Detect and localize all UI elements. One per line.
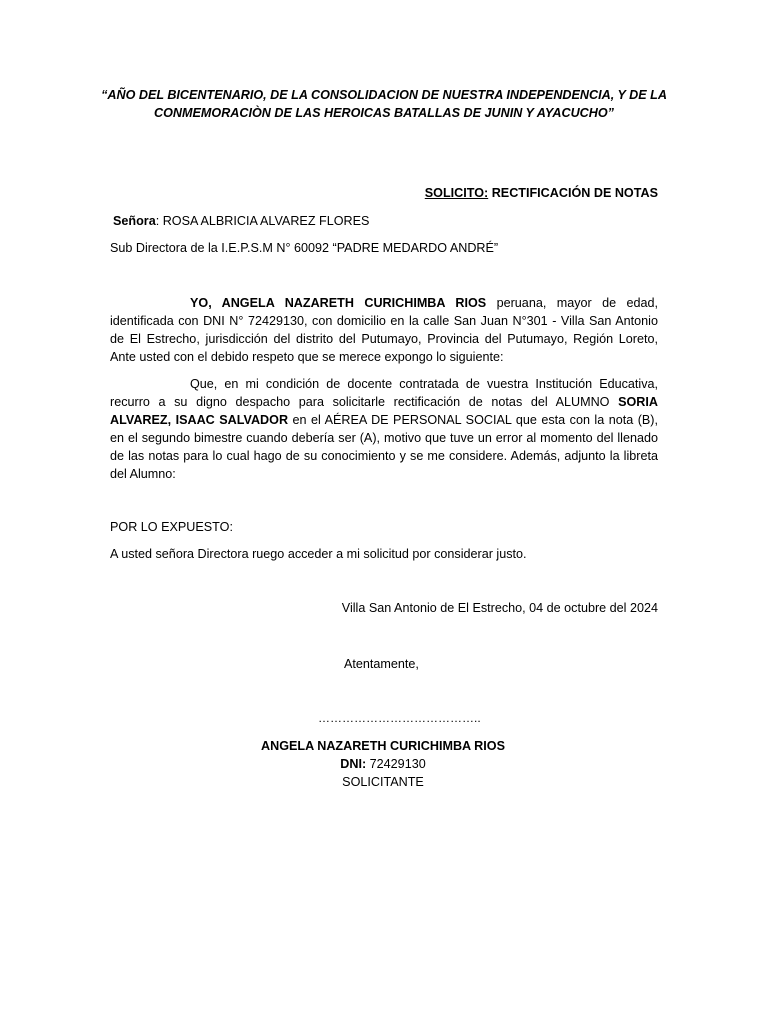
motto-line-1: “AÑO DEL BICENTENARIO, DE LA CONSOLIDACION DE NUESTRA INDEPENDENCIA, Y DE LA (101, 88, 667, 102)
salutation: Atentamente, (344, 657, 419, 671)
motto-line-2: CONMEMORACIÒN DE LAS HEROICAS BATALLAS DE JUNIN Y AYACUCHO” (154, 106, 614, 120)
closing-request: A usted señora Directora ruego acceder a mi solicitud por considerar justo. (110, 547, 527, 561)
year-motto (100, 86, 668, 122)
signer-name (200, 737, 566, 755)
signer-role: SOLICITANTE (342, 775, 424, 789)
signer-dni (200, 755, 566, 773)
applicant-name: YO, ANGELA NAZARETH CURICHIMBA RIOS (190, 296, 487, 310)
student-name: SORIA ALVAREZ, ISAAC SALVADOR (110, 395, 658, 427)
introduction-text: peruana, mayor de edad, identificada con DNI N° 72429130, con domicilio en la calle San Juan N°301 - Villa San Antonio de El Estrecho, jurisdicción del distrito del Putumayo, Provincia del Putumayo, Región Loreto, Ante usted con el debido respeto que se merece expongo lo siguiente: (110, 296, 658, 364)
paragraph-request (110, 375, 658, 483)
subject-label: SOLICITO: (424, 186, 489, 200)
signature-line: ………………………………….. (318, 711, 481, 725)
place-and-date: Villa San Antonio de El Estrecho, 04 de octubre del 2024 (341, 601, 658, 615)
request-text-after: en el AÉREA DE PERSONAL SOCIAL que esta con la nota (B), en el segundo bimestre cuando debería ser (A), motivo que tuve un error al momento del llenado de las notas para lo cual hago de su conocimiento y se me considere. Además, adjunto la libreta del Alumno: (110, 413, 658, 481)
recipient-name: : ROSA ALBRICIA ALVAREZ FLORES (155, 214, 370, 228)
signer-name-text: ANGELA NAZARETH CURICHIMBA RIOS (261, 739, 505, 753)
por-lo-expuesto: POR LO EXPUESTO: (110, 520, 233, 534)
recipient-label: Señora (113, 214, 156, 228)
recipient-position: Sub Directora de la I.E.P.S.M N° 60092 “PADRE MEDARDO ANDRÉ” (110, 241, 499, 255)
dni-value: 72429130 (366, 757, 426, 771)
subject-line (425, 184, 658, 202)
paragraph-introduction (110, 294, 658, 366)
recipient-line (113, 212, 369, 230)
request-text-before: Que, en mi condición de docente contratada de vuestra Institución Educativa, recurro a su digno despacho para solicitarle rectificación de notas del ALUMNO (110, 377, 658, 409)
dni-label: DNI: (340, 757, 367, 771)
subject-value: RECTIFICACIÓN DE NOTAS (488, 186, 658, 200)
signature-block (200, 737, 566, 791)
